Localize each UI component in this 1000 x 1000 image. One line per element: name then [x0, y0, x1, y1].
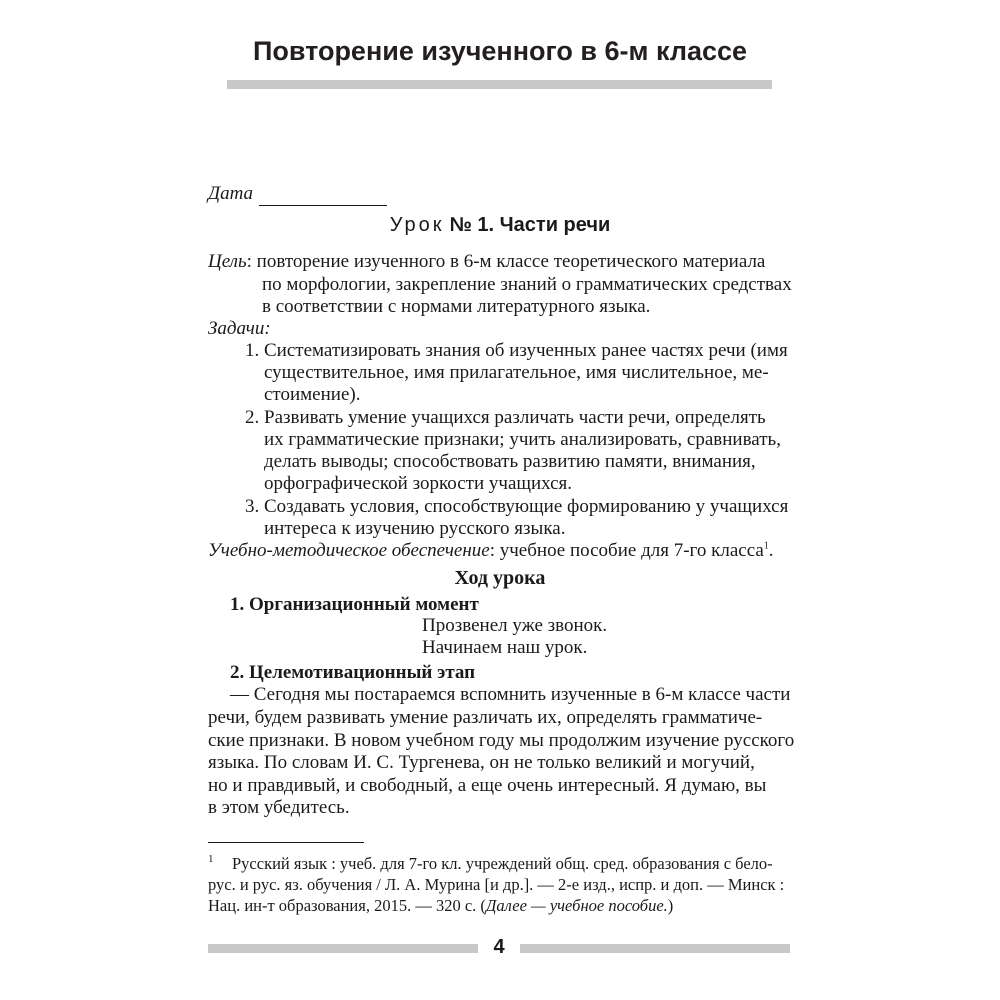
goal-line-2: по морфологии, закрепление знаний о грамматических средствах	[262, 274, 792, 295]
step-2-line-1: — Сегодня мы постараемся вспомнить изученные в 6-м классе части	[230, 684, 791, 705]
goal-label: Цель	[208, 251, 247, 272]
lesson-name: № 1. Части речи	[449, 214, 611, 236]
page-number: 4	[493, 936, 505, 958]
step-2-line-6: в этом убедитесь.	[208, 797, 350, 818]
date-blank-line	[259, 187, 387, 206]
step-2-title: 2. Целемотивационный этап	[230, 662, 476, 683]
task-1-line-3: стоимение).	[264, 384, 361, 405]
goal-line-1: Цель: повторение изученного в 6-м классе теоретического материала	[208, 251, 766, 272]
date-label: Дата	[208, 183, 254, 204]
footnote-ref: 1	[763, 540, 769, 552]
support-line: Учебно-методическое обеспечение: учебное пособие для 7-го класса$^1$.	[208, 540, 774, 561]
goal-line-3: в соответствии с нормами литературного языка.	[262, 296, 651, 317]
course-heading: Ход урока	[454, 567, 546, 589]
verse-line-2: Начинаем наш урок.	[422, 637, 588, 658]
lesson-label: Урок	[389, 214, 445, 236]
support-label: Учебно-методическое обеспечение	[208, 540, 490, 561]
footer-divider-right	[520, 944, 790, 953]
task-2-line-4: орфографической зоркости учащихся.	[264, 473, 573, 494]
footer-divider-left	[208, 944, 478, 953]
lesson-title	[0, 214, 1000, 237]
footnote-line-2: рус. и рус. яз. обучения / Л. А. Мурина [и др.]. — 2-е изд., испр. и доп. — Минск :	[208, 875, 785, 894]
tasks-label: Задачи:	[208, 318, 271, 339]
verse-line-1: Прозвенел уже звонок.	[422, 615, 608, 636]
task-2-line-3: делать выводы; способствовать развитию памяти, внимания,	[264, 451, 756, 472]
step-2-line-3: ские признаки. В новом учебном году мы продолжим изучение русского	[208, 730, 795, 751]
task-3-line-2: интереса к изучению русского языка.	[264, 518, 566, 539]
task-3-line-1: 3. Создавать условия, способствующие формированию у учащихся	[245, 496, 789, 517]
footnote-line-3: Нац. ин-т образования, 2015. — 320 с. (Далее — учебное пособие.)	[208, 896, 674, 915]
header-divider	[227, 80, 772, 89]
footnote-mark: 1	[208, 853, 214, 865]
step-1-title: 1. Организационный момент	[230, 594, 479, 615]
page-header-title: Повторение изученного в 6-м классе	[252, 36, 748, 66]
task-2-line-1: 2. Развивать умение учащихся различать части речи, определять	[245, 407, 766, 428]
step-2-line-5: но и правдивый, и свободный, а еще очень интересный. Я думаю, вы	[208, 775, 767, 796]
step-2-line-2: речи, будем развивать умение различать их, определять грамматиче-	[208, 707, 763, 728]
date-field	[208, 183, 387, 206]
task-1-line-1: 1. Систематизировать знания об изученных ранее частях речи (имя	[245, 340, 788, 361]
footnote-divider	[208, 842, 364, 843]
task-2-line-2: их грамматические признаки; учить анализировать, сравнивать,	[264, 429, 781, 450]
footnote-line-1: Русский язык : учеб. для 7-го кл. учреждений общ. сред. образования с бело-	[232, 854, 773, 873]
step-2-line-4: языка. По словам И. С. Тургенева, он не только великий и могучий,	[208, 752, 755, 773]
task-1-line-2: существительное, имя прилагательное, имя числительное, ме-	[264, 362, 769, 383]
